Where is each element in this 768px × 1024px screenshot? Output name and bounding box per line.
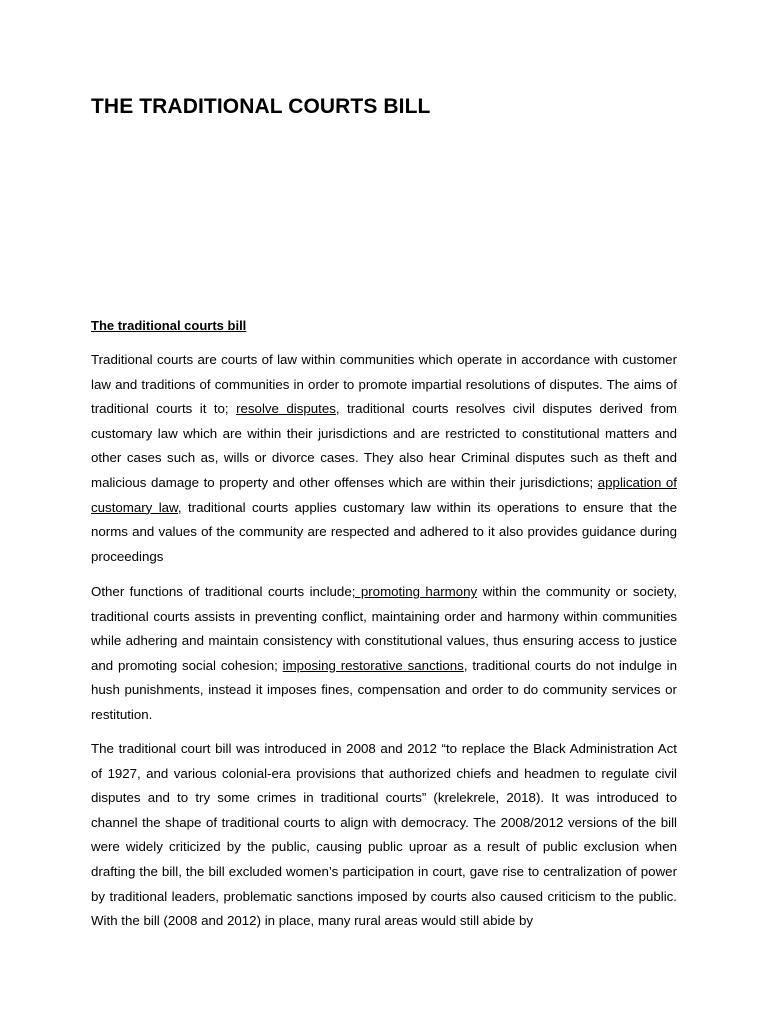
underlined-term-imposing-restorative-sanctions: imposing restorative sanctions xyxy=(282,657,464,673)
paragraph-1 xyxy=(91,348,677,569)
paragraph-2-text-c: , traditional courts do not indulge in hush punishments, instead it imposes fines, compensation and order to do community services or restitution. xyxy=(91,657,677,722)
section-heading: The traditional courts bill xyxy=(91,318,247,333)
paragraph-1-text-a: Traditional courts are courts of law within communities which operate in accordance with customer law and traditions of communities in order to promote impartial resolutions of disputes. The aims of traditional courts it to; xyxy=(91,352,677,417)
paragraph-3: The traditional court bill was introduced in 2008 and 2012 “to replace the Black Administration Act of 1927, and various colonial-era provisions that authorized chiefs and headmen to regulate civil disputes and to try some crimes in traditional courts” (krelekrele, 2018). It was introduced to channel the shape of traditional courts to align with democracy. The 2008/2012 versions of the bill were widely criticized by the public, causing public uproar as a result of public exclusion when drafting the bill, the bill excluded women’s participation in court, gave rise to centralization of power by traditional leaders, problematic sanctions imposed by courts also caused criticism to the public. With the bill (2008 and 2012) in place, many rural areas would still abide by xyxy=(91,741,677,929)
paragraph-2-text-b: within the community or society, traditional courts assists in preventing conflict, maintaining order and harmony within communities while adhering and maintain consistency with constitutional values, thus ensuring access to justice and promoting social cohesion; xyxy=(91,584,677,673)
underlined-term-resolve-disputes: resolve disputes xyxy=(236,401,336,417)
underlined-term-promoting-harmony: ; promoting harmony xyxy=(351,584,478,599)
paragraph-2-text-a: Other functions of traditional courts include xyxy=(91,584,352,599)
paragraph-2 xyxy=(91,580,677,728)
paragraph-1-text-b: , traditional courts resolves civil disputes derived from customary law which are within their jurisdictions and are restricted to constitutional matters and other cases such as, wills or divorce cases. They also hear Criminal disputes such as theft and malicious damage to property and other offenses which are within their jurisdictions; xyxy=(91,401,677,490)
underlined-term-application-of-customary-law: application of customary law xyxy=(91,474,677,515)
document-title: THE TRADITIONAL COURTS BILL xyxy=(91,95,431,118)
paragraph-1-text-c: , traditional courts applies customary law within its operations to ensure that the norms and values of the community are respected and adhered to it also provides guidance during proceedings xyxy=(91,499,677,564)
